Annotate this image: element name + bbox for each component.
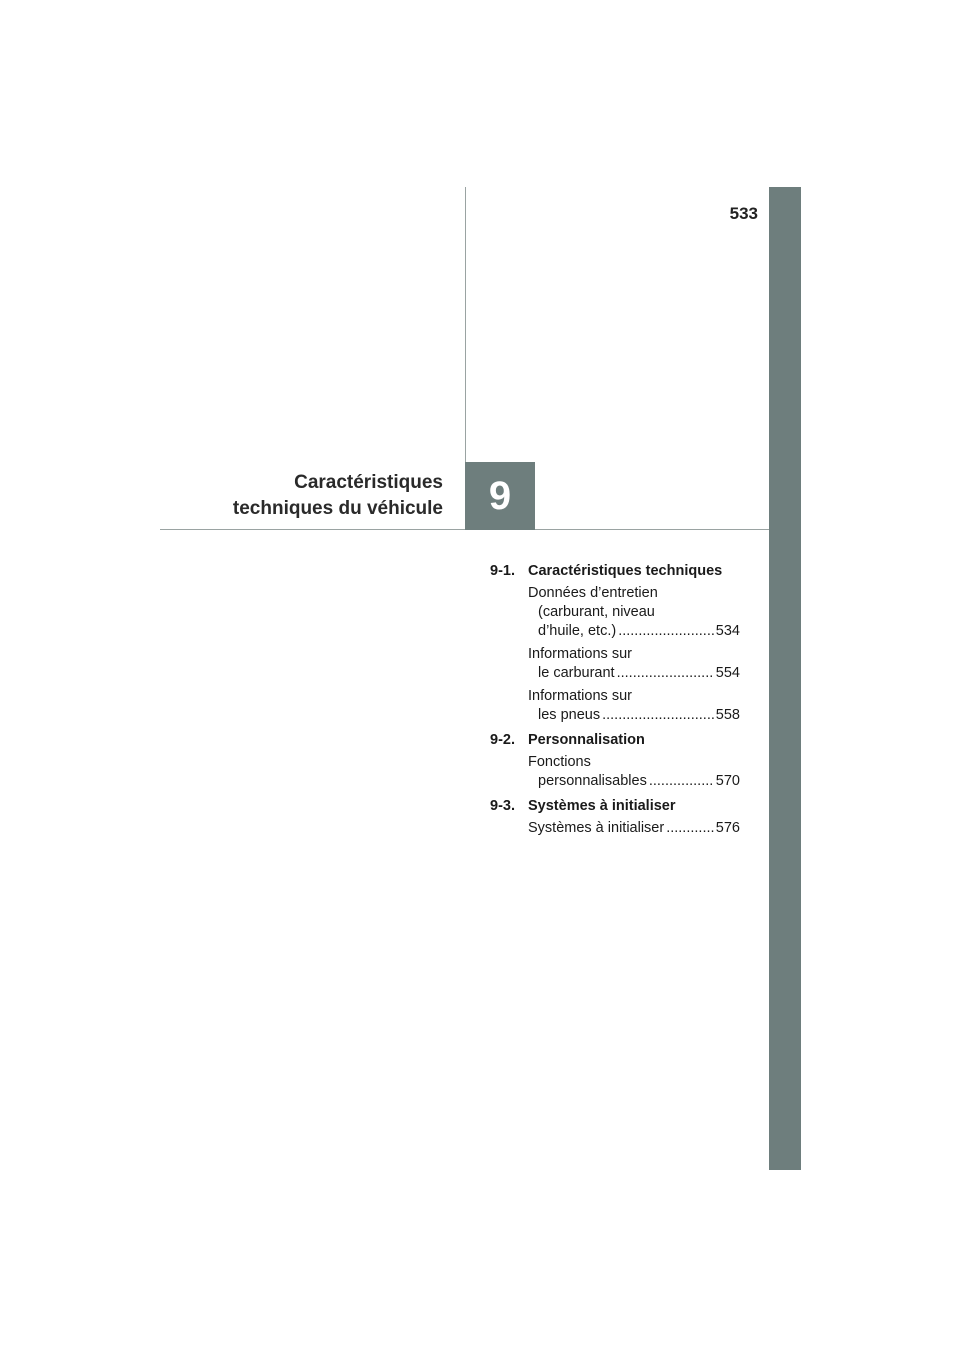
toc-entry-last-line bbox=[528, 622, 740, 641]
toc-entry-text: Fonctions bbox=[528, 754, 591, 770]
chapter-title bbox=[233, 470, 443, 522]
toc-entry-page: 554 bbox=[715, 665, 740, 681]
toc-entry-text: les pneus bbox=[538, 707, 601, 723]
toc-section-heading[interactable] bbox=[490, 562, 740, 581]
toc-entry[interactable] bbox=[528, 687, 740, 725]
dot-leader bbox=[618, 622, 714, 641]
table-of-contents bbox=[490, 562, 740, 844]
toc-section-9-1 bbox=[490, 562, 740, 725]
toc-entry-last-line bbox=[528, 706, 740, 725]
toc-entry-page: 558 bbox=[715, 707, 740, 723]
toc-section-9-2 bbox=[490, 731, 740, 791]
toc-entry-text: Informations sur bbox=[528, 646, 632, 662]
toc-section-title: Personnalisation bbox=[528, 732, 645, 748]
dot-leader bbox=[602, 706, 714, 725]
toc-section-title: Systèmes à initialiser bbox=[528, 798, 676, 814]
toc-entry[interactable] bbox=[528, 645, 740, 683]
toc-entry-last-line bbox=[528, 772, 740, 791]
toc-section-title: Caractéristiques techniques bbox=[528, 563, 723, 579]
toc-entry-text: Informations sur bbox=[528, 688, 632, 704]
chapter-title-line-2: techniques du véhicule bbox=[232, 498, 443, 519]
toc-entry-text: d’huile, etc.) bbox=[538, 623, 617, 639]
toc-entry[interactable] bbox=[528, 584, 740, 641]
chapter-number: 9 bbox=[488, 473, 512, 518]
chapter-side-tab bbox=[769, 187, 801, 1170]
toc-entry-text: Données d’entretien bbox=[528, 585, 658, 601]
dot-leader bbox=[666, 819, 714, 838]
dot-leader bbox=[617, 664, 714, 683]
vertical-divider bbox=[465, 187, 466, 463]
chapter-number-box bbox=[465, 462, 535, 530]
toc-section-number: 9-1. bbox=[490, 563, 515, 579]
dot-leader bbox=[649, 772, 714, 791]
toc-section-heading[interactable] bbox=[490, 731, 740, 750]
toc-entry-text: personnalisables bbox=[538, 773, 647, 789]
toc-entry-page: 570 bbox=[715, 773, 740, 789]
toc-section-9-3 bbox=[490, 797, 740, 838]
toc-section-heading[interactable] bbox=[490, 797, 740, 816]
toc-entry-page: 534 bbox=[715, 623, 740, 639]
toc-entry-text: Systèmes à initialiser bbox=[528, 820, 665, 836]
page-number: 533 bbox=[729, 204, 758, 223]
toc-entry-text: le carburant bbox=[538, 665, 615, 681]
toc-entry[interactable] bbox=[528, 753, 740, 791]
toc-entry-last-line bbox=[528, 664, 740, 683]
toc-entry-text: (carburant, niveau bbox=[538, 604, 655, 620]
toc-entry-last-line bbox=[528, 819, 740, 838]
toc-section-number: 9-2. bbox=[490, 732, 515, 748]
toc-entry[interactable] bbox=[528, 819, 740, 838]
toc-entry-page: 576 bbox=[715, 820, 740, 836]
toc-section-number: 9-3. bbox=[490, 798, 515, 814]
chapter-title-line-1: Caractéristiques bbox=[294, 472, 443, 493]
